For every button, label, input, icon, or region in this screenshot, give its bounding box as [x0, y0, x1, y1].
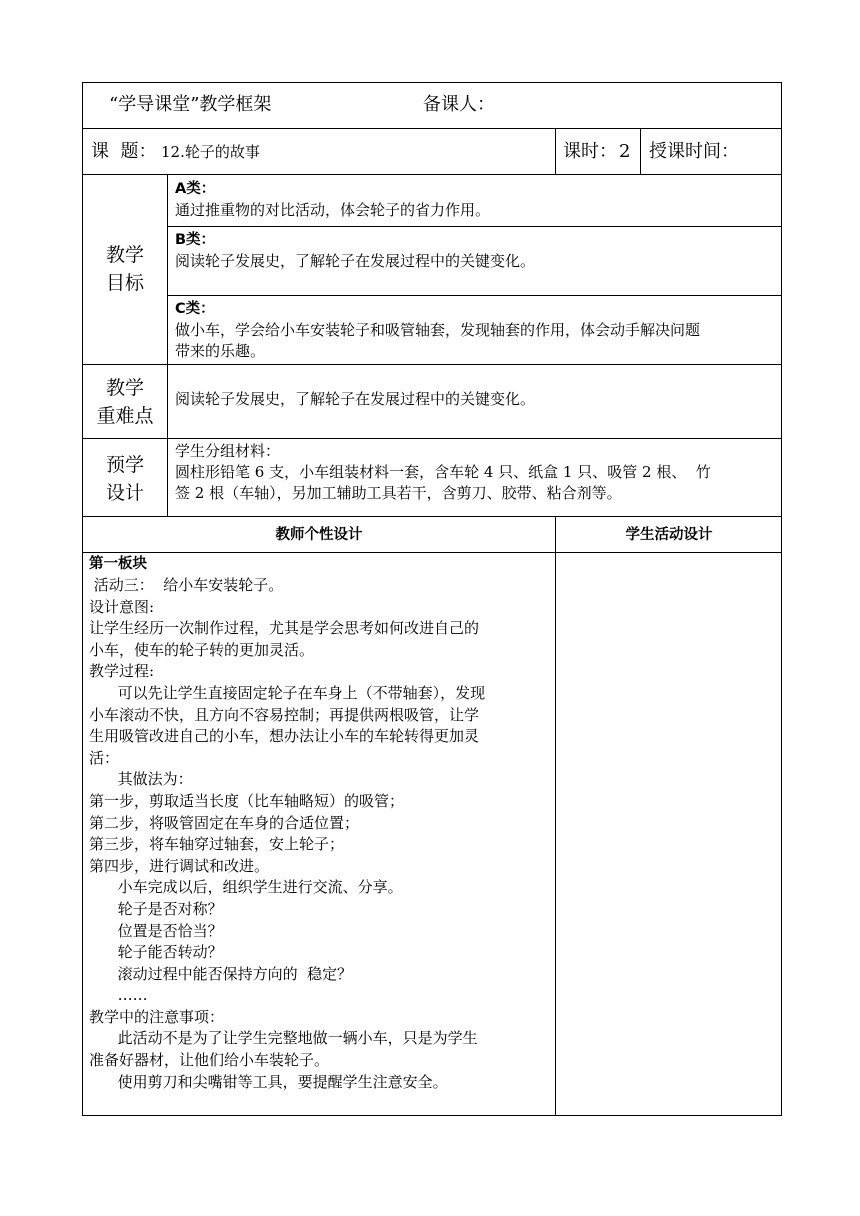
- class-time-label: 授课时间：: [649, 141, 739, 162]
- prestudy-row: [82, 438, 782, 516]
- teacher-design-line: 让学生经历一次制作过程，尤其是学会思考如何改进自己的: [89, 619, 480, 638]
- teacher-design-line: 生用吸管改进自己的小车，想办法让小车的车轮转得更加灵: [89, 727, 480, 746]
- objective-a-text: 通过推重物的对比活动，体会轮子的省力作用。: [175, 201, 491, 219]
- teacher-design-line: 轮子是否对称？: [89, 899, 223, 918]
- header-row: [82, 82, 782, 128]
- teacher-design-line: 轮子能否转动？: [89, 943, 223, 962]
- column-header-row: [82, 516, 782, 552]
- student-activity-content: [556, 553, 781, 1115]
- teacher-design-line: 教学中的注意事项：: [89, 1007, 225, 1026]
- teacher-design-content: [89, 554, 551, 1093]
- teacher-design-line: 活：: [89, 748, 120, 767]
- teacher-design-line: 第三步，将车轴穿过轴套，安上轮子；: [89, 835, 345, 854]
- teacher-design-line: 设计意图:: [89, 597, 155, 616]
- preparer-label: 备课人：: [423, 94, 495, 115]
- teacher-design-line: ……: [89, 986, 148, 1005]
- section-title: 第一板块: [89, 556, 147, 572]
- teacher-design-line: 小车滚动不快，且方向不容易控制；再提供两根吸管，让学: [89, 705, 480, 724]
- teacher-design-line: 第四步，进行调试和改进。: [89, 856, 270, 875]
- teacher-design-line: 其做法为：: [89, 770, 193, 789]
- teacher-design-header: 教师个性设计: [275, 527, 363, 543]
- prestudy-line2: 圆柱形铅笔 6 支，小车组装材料一套，含车轮 4 只、纸盒 1 只、吸管 2 根、 竹: [175, 463, 711, 481]
- teacher-design-line: 小车完成以后，组织学生进行交流、分享。: [89, 878, 403, 897]
- teacher-design-line: 准备好器材，让他们给小车装轮子。: [89, 1051, 330, 1070]
- page-title: “学导课堂”教学框架: [109, 94, 272, 115]
- teacher-design-line: 使用剪刀和尖嘴钳等工具，要提醒学生注意安全。: [89, 1072, 448, 1091]
- objectives-row: [82, 174, 782, 364]
- objective-c-text-line2: 带来的乐趣。: [175, 342, 266, 360]
- objective-a-title: A类：: [175, 181, 216, 197]
- topic-row: [82, 128, 782, 174]
- teacher-design-line: 小车，使车的轮子转的更加灵活。: [89, 640, 315, 659]
- objective-c-title: C类：: [175, 301, 215, 317]
- topic-value: 12.轮子的故事: [161, 143, 260, 161]
- teacher-design-line: 可以先让学生直接固定轮子在车身上（不带轴套），发现: [89, 683, 486, 702]
- objective-c-text-line1: 做小车，学会给小车安装轮子和吸管轴套，发现轴套的作用，体会动手解决问题: [175, 321, 701, 339]
- prestudy-line3: 签 2 根（车轴），另加工辅助工具若干，含剪刀、胶带、粘合剂等。: [175, 484, 622, 502]
- key-points-row: [82, 364, 782, 438]
- teacher-design-line: 此活动不是为了让学生完整地做一辆小车，只是为学生: [89, 1029, 478, 1048]
- teacher-design-line: 教学过程:: [89, 662, 155, 681]
- prestudy-line1: 学生分组材料：: [175, 442, 281, 460]
- teacher-design-line: 滚动过程中能否保持方向的 稳定？: [89, 964, 353, 983]
- hours-value: 2: [619, 141, 631, 162]
- hours-label: 课时：: [563, 141, 617, 162]
- objective-b-text: 阅读轮子发展史，了解轮子在发展过程中的关键变化。: [175, 252, 536, 270]
- lesson-plan-table: [82, 82, 784, 1116]
- teacher-design-line: 第一步，剪取适当长度（比车轴略短）的吸管；: [89, 791, 405, 810]
- topic-label: 课 题：: [91, 141, 157, 162]
- objectives-label: 教学 目标: [105, 244, 144, 294]
- teacher-design-line: 活动三： 给小车安装轮子。: [89, 576, 284, 594]
- design-body-row: [82, 552, 782, 1116]
- key-points-text: 阅读轮子发展史，了解轮子在发展过程中的关键变化。: [175, 390, 536, 408]
- prestudy-label: 预学 设计: [105, 454, 144, 504]
- objective-b-title: B类：: [175, 232, 216, 248]
- teacher-design-line: 位置是否恰当？: [89, 921, 223, 940]
- key-points-label: 教学 重难点: [96, 377, 154, 427]
- teacher-design-line: 第二步，将吸管固定在车身的合适位置；: [89, 813, 360, 832]
- student-activity-header: 学生活动设计: [625, 527, 713, 543]
